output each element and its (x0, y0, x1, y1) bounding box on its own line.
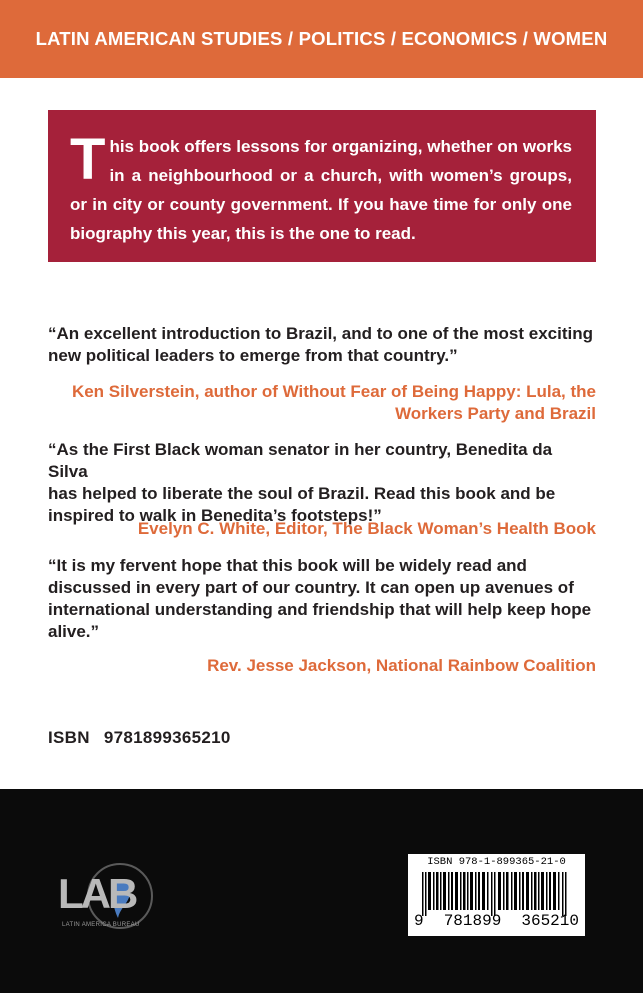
subject-header-band (0, 0, 643, 78)
endorsement-attribution-3 (48, 655, 596, 677)
quote-line: new political leaders to emerge from that country.” (48, 346, 458, 365)
attribution-line: Workers Party and Brazil (395, 404, 596, 423)
quote-line: alive.” (48, 622, 100, 641)
endorsement-attribution-2 (48, 518, 596, 540)
endorsement-attribution-1 (48, 381, 596, 425)
isbn-label: ISBN (48, 728, 90, 747)
lab-logo (58, 860, 158, 936)
quote-line: “As the First Black woman senator in her country, Benedita da Silva (48, 440, 553, 481)
subject-categories: LATIN AMERICAN STUDIES / POLITICS / ECONOMICS / WOMEN (35, 28, 608, 49)
barcode-bars-icon (414, 872, 579, 916)
quote-line: discussed in every part of our country. It can open up avenues of (48, 578, 574, 597)
quote-line: inspired to walk in Benedita’s footsteps!” (48, 506, 382, 525)
barcode-isbn-label: ISBN 978-1-899365-21-0 (427, 856, 566, 868)
endorsement-quote-3 (48, 555, 596, 643)
attribution-line: Ken Silverstein, author of Without Fear of Being Happy: Lula, the (71, 382, 596, 401)
endorsement-quote-1 (48, 323, 596, 367)
endorsement-quote-2 (48, 439, 596, 527)
barcode-digits (410, 912, 583, 930)
blurb-box (48, 110, 596, 262)
isbn-line (48, 728, 231, 748)
barcode-digit-group: 781899 (443, 912, 502, 930)
blurb-dropcap: T (70, 127, 106, 192)
isbn-number: 9781899365210 (103, 728, 231, 747)
blurb-text: his book offers lessons for organizing, whether on works in a neighbourhood or a church, with women’s groups, or in city or county government. If you have time for only one biography this year, this is the one to read. (70, 137, 572, 243)
quote-line: “It is my fervent hope that this book will be widely read and (48, 556, 527, 575)
barcode-digit-group: 9 (414, 912, 424, 930)
logo-subtitle: LATIN AMERICA BUREAU (62, 922, 140, 928)
barcode-digit-group: 365210 (521, 912, 579, 930)
barcode (408, 854, 585, 936)
quote-line: “An excellent introduction to Brazil, and to one of the most exciting (48, 324, 593, 343)
quote-line: international understanding and friendship that will help keep hope (48, 600, 592, 619)
logo-text: LAB (58, 870, 136, 917)
attribution-line: Evelyn C. White, Editor, The Black Woman’s Health Book (137, 519, 596, 538)
quote-line: has helped to liberate the soul of Brazil. Read this book and be (48, 484, 556, 503)
attribution-line: Rev. Jesse Jackson, National Rainbow Coalition (207, 656, 596, 675)
